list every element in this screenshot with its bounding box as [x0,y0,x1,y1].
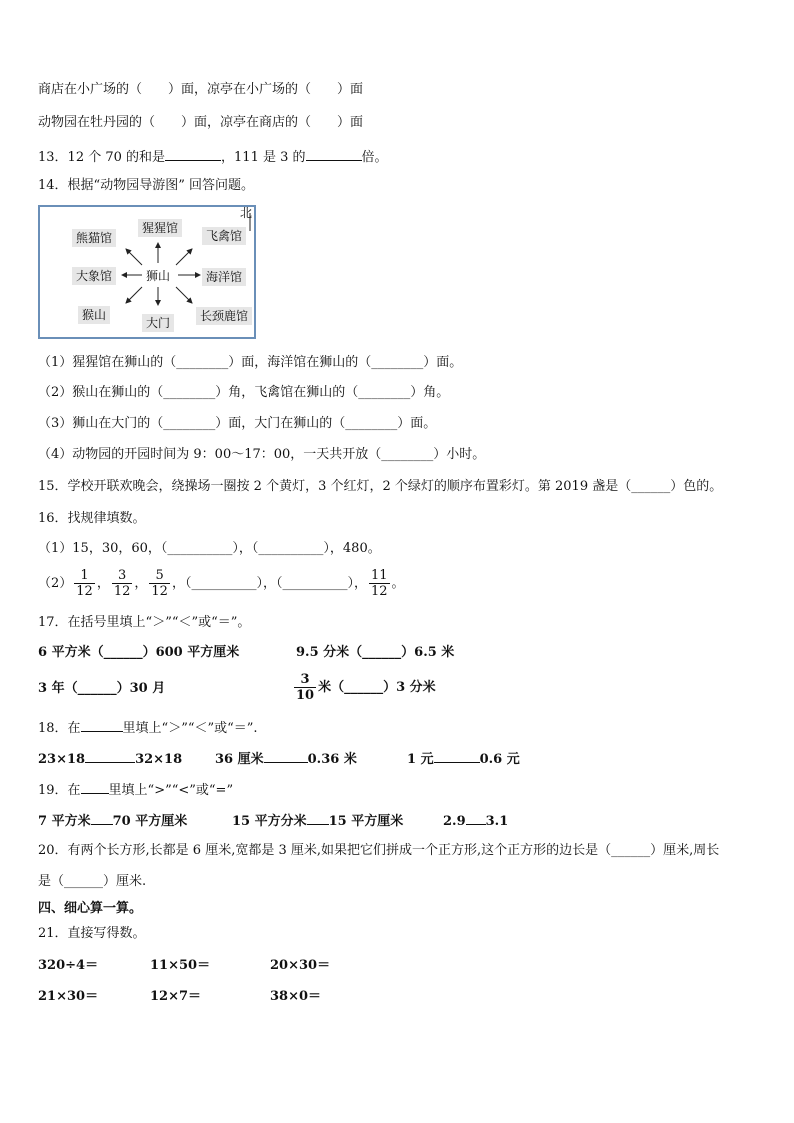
orangutan-house-label: 猩猩馆 [138,219,182,237]
compare-9-5dm: 9.5 分米（______）6.5 米 [296,645,455,660]
question-20-line-2: 是（______）厘米. [38,874,147,889]
panda-house-label: 熊猫馆 [72,229,116,247]
section-4-title: 四、细心算一算。 [38,901,143,916]
fraction-1-12: $\frac{1}{12}$ [76,568,93,599]
question-14-4: （4）动物园的开园时间为 9：00～17：00，一天共开放（________）小时。 [38,447,486,462]
fraction-5-12: $\frac{5}{12}$ [151,568,168,599]
answer-blank[interactable] [81,717,123,732]
answer-blank[interactable] [81,779,109,794]
question-14-2: （2）猴山在狮山的（________）角，飞禽馆在狮山的（________）角。 [38,385,450,400]
monkey-hill-label: 猴山 [78,306,110,324]
answer-blank[interactable] [434,748,480,763]
giraffe-house-label: 长颈鹿馆 [196,307,252,325]
fraction-3-12: $\frac{3}{12}$ [113,568,131,599]
question-16-2: （2） $\frac{1}{12}$ ， $\frac{3}{12}$ ， $\frac{5}{12}$ ，（__________），（__________）， $\frac{11}{12}$ 。 [38,568,405,599]
question-14-1: （1）猩猩馆在狮山的（________）面，海洋馆在狮山的（________）面。 [38,355,463,370]
calc-38x0: 38×0＝ [270,989,322,1004]
compare-fraction-meter: $\frac{3}{10}$ 米（______）3 分米 [296,672,436,703]
compare-7m2: 7 平方米 70 平方厘米 [38,810,187,831]
elephant-house-label: 大象馆 [72,267,116,285]
zoo-guide-map [38,205,256,339]
question-19: 19．在 里填上“>”“<”或“=” [38,779,233,800]
compare-36cm: 36 厘米 0.36 米 [215,748,357,769]
compare-15dm2: 15 平方分米 15 平方厘米 [232,810,403,831]
question-13: 13．12 个 70 的和是 ，111 是 3 的 倍。 [38,146,388,167]
question-15: 15．学校开联欢晚会，绕操场一圈按 2 个黄灯，3 个红灯，2 个绿灯的顺序布置彩灯。第 2019 盏是（______）色的。 [38,479,723,494]
answer-blank[interactable] [85,748,135,763]
arrow-southeast [176,287,192,303]
question-17: 17．在括号里填上“＞”“＜”或“＝”。 [38,615,251,630]
calc-11x50: 11×50＝ [150,958,211,973]
calc-20x30: 20×30＝ [270,958,331,973]
calc-21x30: 21×30＝ [38,989,99,1004]
compare-3-years: 3 年（______）30 月 [38,681,166,696]
fraction-3-10: $\frac{3}{10}$ [296,672,315,703]
answer-blank[interactable] [307,810,329,825]
arrow-northwest [126,249,142,265]
question-14-3: （3）狮山在大门的（________）面，大门在狮山的（________）面。 [38,416,437,431]
compare-23x18: 23×18 32×18 [38,748,182,769]
main-gate-label: 大门 [142,314,174,332]
question-16-1: （1）15，30，60，（__________），（__________），480。 [38,541,381,556]
line-shop-position: 商店在小广场的（ ）面，凉亭在小广场的（ ）面 [38,82,364,97]
compare-6m2: 6 平方米（______）600 平方厘米 [38,645,240,660]
question-20-line-1: 20．有两个长方形,长都是 6 厘米,宽都是 3 厘米,如果把它们拼成一个正方形,这个正方形的边长是（______）厘米,周长 [38,843,720,858]
answer-blank[interactable] [466,810,486,825]
answer-blank[interactable] [264,748,308,763]
arrow-northeast [176,249,192,265]
question-18: 18．在 里填上“＞”“＜”或“＝”. [38,717,258,738]
answer-blank[interactable] [306,146,362,161]
question-21: 21．直接写得数。 [38,926,146,941]
answer-blank[interactable] [165,146,221,161]
answer-blank[interactable] [91,810,113,825]
north-label: 北 [240,206,253,220]
fraction-11-12: $\frac{11}{12}$ [370,568,388,599]
line-zoo-position: 动物园在牡丹园的（ ）面，凉亭在商店的（ ）面 [38,115,364,130]
compare-2-9: 2.9 3.1 [443,810,508,831]
question-14: 14．根据“动物园导游图” 回答问题。 [38,178,254,193]
ocean-house-label: 海洋馆 [202,268,246,286]
aviary-label: 飞禽馆 [202,227,246,245]
calc-320-div-4: 320÷4＝ [38,958,99,973]
arrow-southwest [126,287,142,303]
lion-hill-label: 狮山 [146,269,171,283]
question-16: 16．找规律填数。 [38,511,146,526]
compare-1-yuan: 1 元 0.6 元 [407,748,520,769]
calc-12x7: 12×7＝ [150,989,202,1004]
